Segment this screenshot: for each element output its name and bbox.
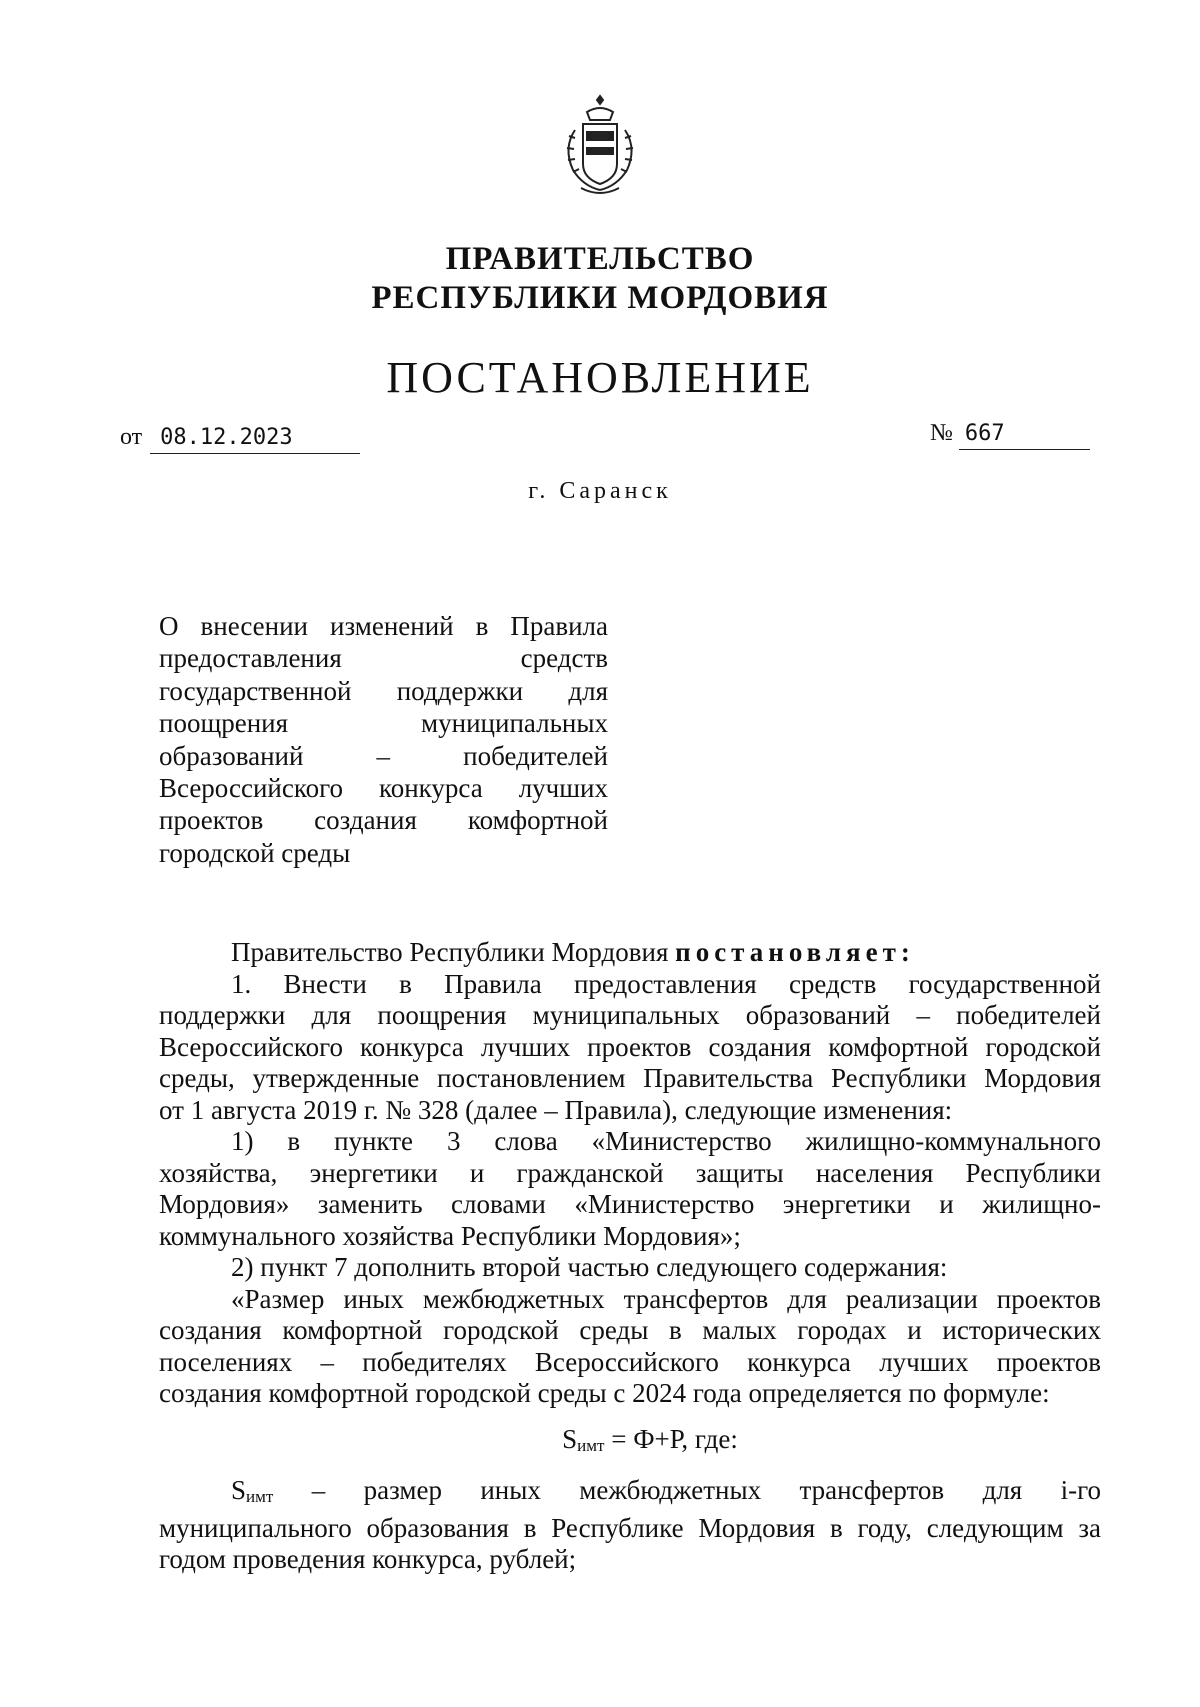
paragraph-line: создания комфортной городской среды в малых городах и исторических: [159, 1315, 1101, 1345]
definition-symbol: S: [231, 1475, 247, 1505]
paragraph-line: Всероссийского конкурса лучших проектов создания комфортной городской: [159, 1031, 1101, 1062]
document-body: [159, 937, 1101, 1576]
paragraph-line: хозяйства, энергетики и гражданской защиты населения Республики: [159, 1157, 1101, 1188]
intro-lead: Правительство Республики Мордовия: [231, 937, 669, 967]
formula-symbol: S: [562, 1423, 578, 1454]
document-number: 667: [959, 419, 1090, 450]
subject-line: государственной поддержки для: [159, 675, 608, 706]
subject-line: поощрения муниципальных: [159, 708, 608, 739]
paragraph-line: годом проведения конкурса, рублей;: [159, 1544, 577, 1574]
paragraph-line: 1) в пункте 3 слова «Министерство жилищно-коммунального: [231, 1126, 1101, 1156]
paragraph-line: создания комфортной городской среды с 2024 года определяется по формуле:: [159, 1378, 1050, 1408]
paragraph-line: коммунального хозяйства Республики Мордовия»;: [159, 1220, 741, 1251]
subject-line: образований – победителей: [159, 740, 608, 771]
formula-subscript: имт: [577, 1435, 605, 1455]
date-prefix: от: [120, 424, 143, 450]
subject-line: проектов создания комфортной: [159, 805, 608, 836]
paragraph-line: от 1 августа 2019 г. № 328 (далее – Правила), следующие изменения:: [159, 1094, 953, 1125]
document-date: 08.12.2023: [150, 423, 360, 454]
date-row: [120, 422, 360, 454]
paragraph-line: среды, утвержденные постановлением Правительства Республики Мордовия: [159, 1063, 1101, 1093]
definition-subscript: имт: [246, 1487, 274, 1506]
paragraph-line: поддержки для поощрения муниципальных образований – победителей: [159, 1000, 1101, 1030]
paragraph-line: Мордовия» заменить словами «Министерство энергетики и жилищно-: [159, 1189, 1101, 1219]
definition-line: [159, 1475, 1101, 1513]
document-subject: [159, 610, 608, 869]
number-sign: №: [930, 420, 953, 446]
city-name: г. Саранск: [528, 478, 672, 504]
paragraph-line: поселениях – победителях Всероссийского конкурса лучших проектов: [159, 1346, 1101, 1377]
intro-paragraph: [159, 937, 1101, 969]
formula-rest: = Ф+Р, где:: [604, 1423, 738, 1454]
government-name-line-1: ПРАВИТЕЛЬСТВО: [445, 241, 755, 277]
document-type-title: ПОСТАНОВЛЕНИЕ: [386, 353, 814, 402]
intro-verb: постановляет:: [675, 937, 915, 967]
formula: [159, 1424, 1101, 1462]
coat-of-arms-emblem: [553, 92, 647, 204]
subject-line: предоставления средств: [159, 643, 608, 674]
government-name-line-2: РЕСПУБЛИКИ МОРДОВИЯ: [371, 280, 829, 316]
paragraph-line: 1. Внести в Правила предоставления средств государственной: [231, 968, 1101, 999]
paragraph-line: «Размер иных межбюджетных трансфертов для реализации проектов: [231, 1283, 1101, 1314]
number-row: [930, 418, 1090, 450]
definition-text: – размер иных межбюджетных трансфертов для i-го: [273, 1475, 1101, 1505]
paragraph-line: муниципального образования в Республике Мордовия в году, следующим за: [159, 1512, 1101, 1543]
paragraph-line: 2) пункт 7 дополнить второй частью следующего содержания:: [231, 1252, 948, 1282]
subject-line: Всероссийского конкурса лучших: [159, 773, 608, 804]
subject-line: О внесении изменений в Правила: [159, 611, 608, 641]
subject-line: городской среды: [159, 837, 351, 868]
